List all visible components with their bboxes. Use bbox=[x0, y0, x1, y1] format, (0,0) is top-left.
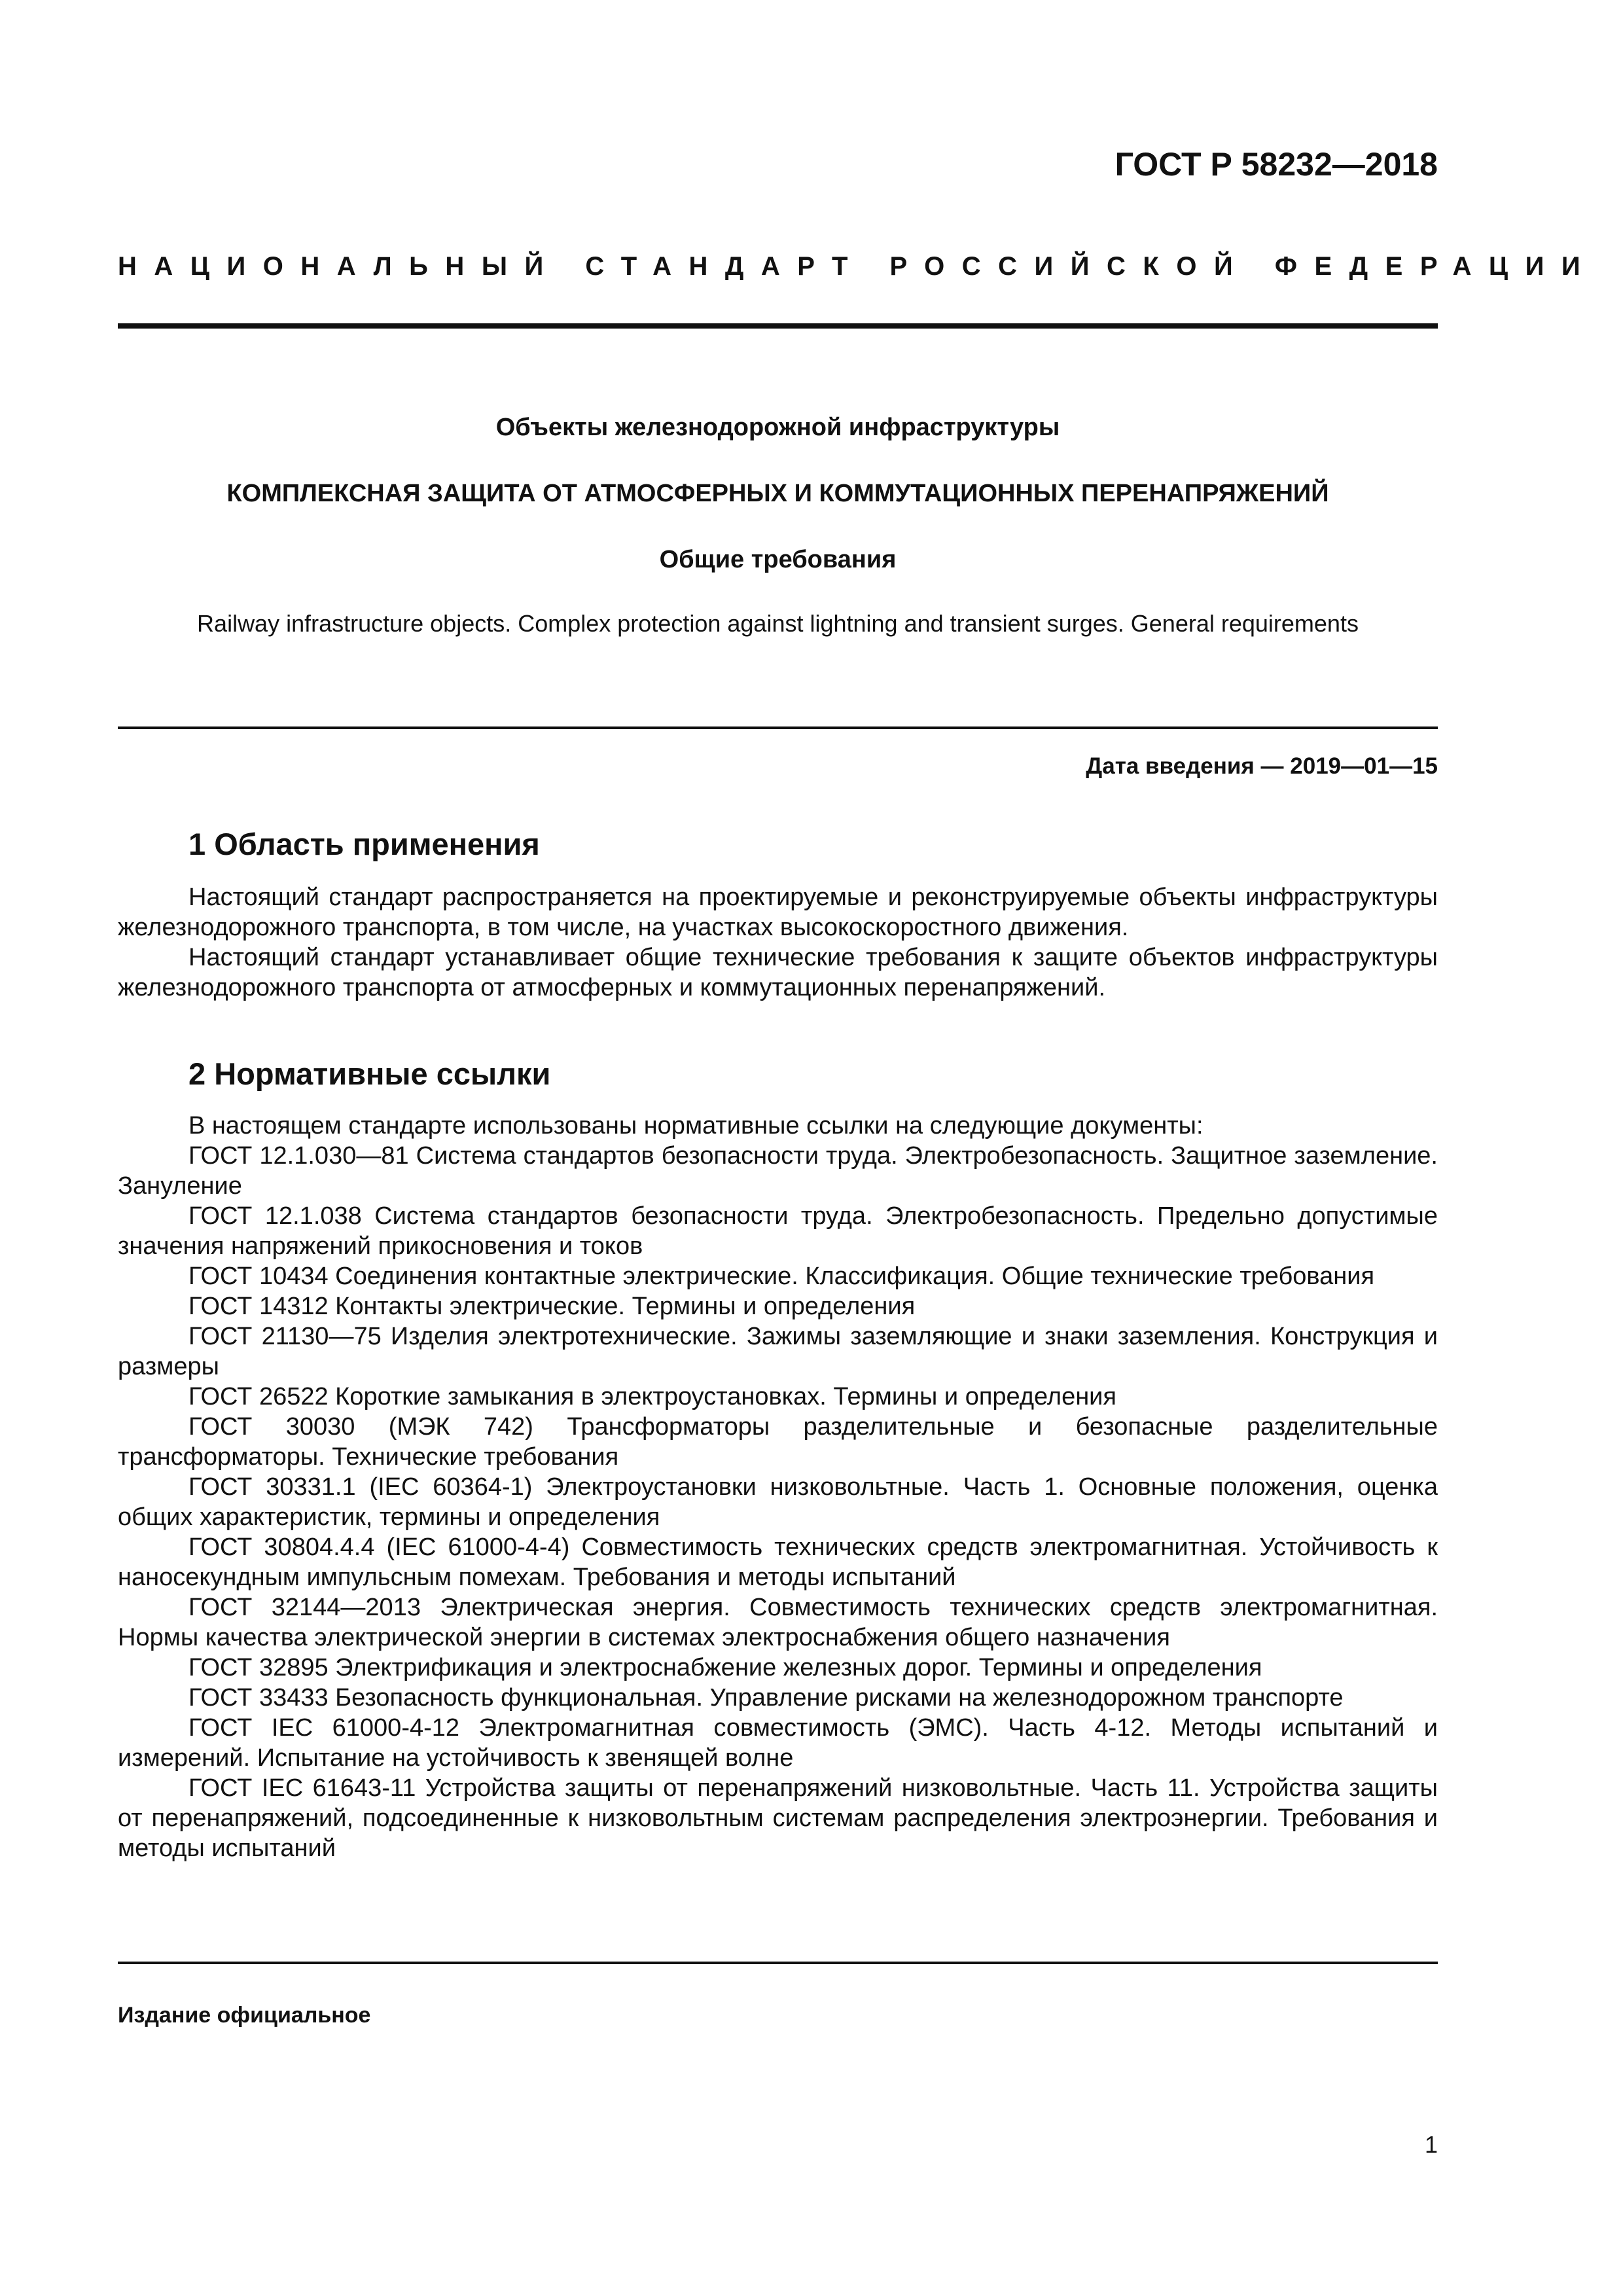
title-line-1: Объекты железнодорожной инфраструктуры bbox=[495, 414, 1060, 441]
reference-item: ГОСТ 32895 Электрификация и электроснабжение железных дорог. Термины и определения bbox=[188, 1654, 1262, 1681]
title-line-3: Общие требования bbox=[659, 546, 897, 573]
title-english: Railway infrastructure objects. Complex protection against lightning and transient surges. General requirements bbox=[197, 610, 1359, 637]
reference-item: ГОСТ 12.1.038 Система стандартов безопасности труда. Электробезопасность. Предельно допустимые значения напряжений прикосновения и токов bbox=[118, 1202, 1438, 1260]
section-1-body bbox=[118, 882, 1438, 1003]
section-1-paragraph: Настоящий стандарт распространяется на проектируемые и реконструируемые объекты инфраструктуры железнодорожного транспорта, в том числе, на участках высокоскоростного движения. bbox=[118, 884, 1438, 941]
footer-rule bbox=[118, 1962, 1438, 1964]
intro-date: Дата введения — 2019—01—15 bbox=[1086, 753, 1438, 779]
reference-item: ГОСТ 30331.1 (IEC 60364-1) Электроустановки низковольтные. Часть 1. Основные положения, оценка общих характеристик, термины и определения bbox=[118, 1473, 1438, 1531]
standard-number: ГОСТ Р 58232—2018 bbox=[1115, 146, 1438, 183]
header-rule bbox=[118, 323, 1438, 329]
national-standard-title: НАЦИОНАЛЬНЫЙ СТАНДАРТ РОССИЙСКОЙ ФЕДЕРАЦИИ bbox=[118, 252, 1598, 281]
reference-item: ГОСТ 32144—2013 Электрическая энергия. Совместимость технических средств электромагнитная. Нормы качества электрической энергии в системах электроснабжения общего назначения bbox=[118, 1594, 1438, 1651]
reference-item: ГОСТ 26522 Короткие замыкания в электроустановках. Термины и определения bbox=[188, 1383, 1116, 1410]
title-rule bbox=[118, 726, 1438, 729]
reference-item: ГОСТ IEC 61643-11 Устройства защиты от перенапряжений низковольтные. Часть 11. Устройства защиты от перенапряжений, подсоединенные к низковольтным системам распределения электроэнергии. Требования и методы испытаний bbox=[118, 1774, 1438, 1862]
reference-item: ГОСТ 14312 Контакты электрические. Термины и определения bbox=[188, 1293, 916, 1320]
reference-item: ГОСТ IEC 61000-4-12 Электромагнитная совместимость (ЭМС). Часть 4-12. Методы испытаний и измерений. Испытание на устойчивость к звенящей волне bbox=[118, 1714, 1438, 1772]
section-2-body bbox=[118, 1111, 1438, 1863]
reference-item: ГОСТ 10434 Соединения контактные электрические. Классификация. Общие технические требования bbox=[188, 1263, 1375, 1290]
edition-label: Издание официальное bbox=[118, 2003, 371, 2028]
reference-item: ГОСТ 30804.4.4 (IEC 61000-4-4) Совместимость технических средств электромагнитная. Устойчивость к наносекундным импульсным помехам. Требования и методы испытаний bbox=[118, 1534, 1438, 1591]
section-2-heading: 2 Нормативные ссылки bbox=[188, 1056, 551, 1091]
reference-item: ГОСТ 12.1.030—81 Система стандартов безопасности труда. Электробезопасность. Защитное заземление. Зануление bbox=[118, 1142, 1438, 1200]
reference-item: ГОСТ 30030 (МЭК 742) Трансформаторы разделительные и безопасные разделительные трансформаторы. Технические требования bbox=[118, 1413, 1438, 1471]
title-line-2: КОМПЛЕКСНАЯ ЗАЩИТА ОТ АТМОСФЕРНЫХ И КОММУТАЦИОННЫХ ПЕРЕНАПРЯЖЕНИЙ bbox=[226, 480, 1329, 507]
reference-item: ГОСТ 21130—75 Изделия электротехнические. Зажимы заземляющие и знаки заземления. Конструкция и размеры bbox=[118, 1323, 1438, 1380]
page-number: 1 bbox=[1424, 2131, 1438, 2158]
section-1-paragraph: Настоящий стандарт устанавливает общие технические требования к защите объектов инфраструктуры железнодорожного транспорта от атмосферных и коммутационных перенапряжений. bbox=[118, 944, 1438, 1001]
section-1-heading: 1 Область применения bbox=[188, 827, 540, 861]
reference-item: В настоящем стандарте использованы нормативные ссылки на следующие документы: bbox=[188, 1112, 1204, 1139]
reference-item: ГОСТ 33433 Безопасность функциональная. Управление рисками на железнодорожном транспорте bbox=[188, 1684, 1344, 1712]
